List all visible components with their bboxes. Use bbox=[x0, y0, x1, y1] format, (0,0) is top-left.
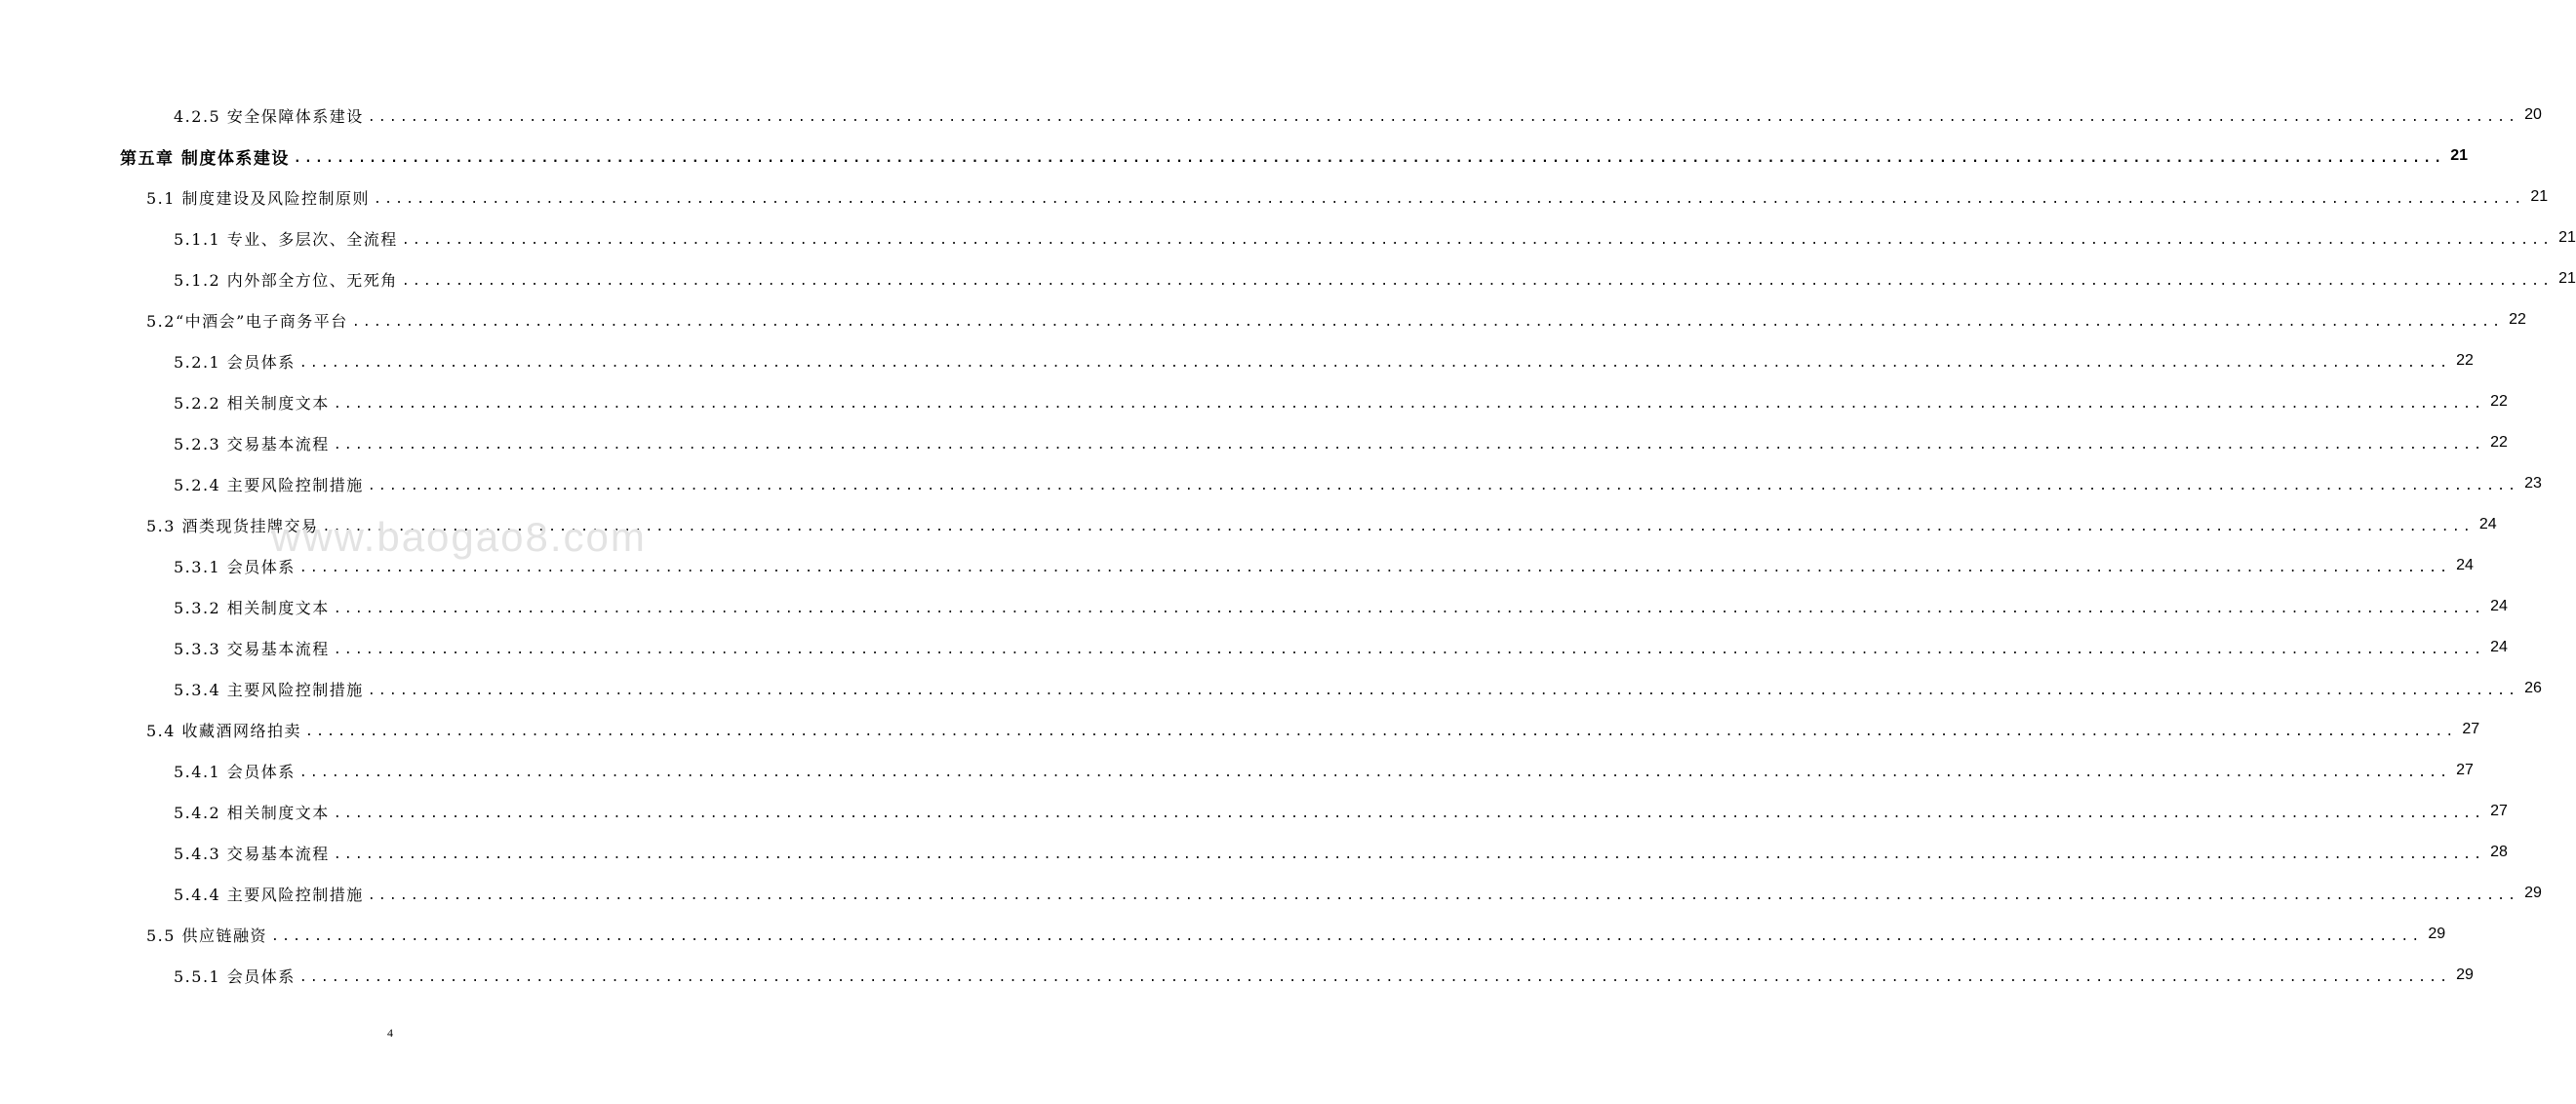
toc-entry-page: 29 bbox=[2456, 966, 2474, 983]
toc-entry[interactable] bbox=[0, 873, 2542, 914]
toc-entry-title: 5.2.4 主要风险控制措施 bbox=[174, 475, 364, 494]
toc-entry-page: 22 bbox=[2490, 393, 2508, 410]
toc-entry[interactable] bbox=[0, 95, 2542, 136]
toc-dot-leader: ........................................................................................................................................................................................................ bbox=[367, 683, 2519, 698]
toc-entry[interactable] bbox=[0, 914, 2446, 955]
toc-entry[interactable] bbox=[0, 586, 2508, 627]
toc-entry-title: 5.3.1 会员体系 bbox=[174, 557, 296, 576]
toc-entry-title: 5.4.1 会员体系 bbox=[174, 762, 296, 781]
toc-entry-title: 第五章 制度体系建设 bbox=[120, 148, 290, 169]
toc-entry[interactable] bbox=[0, 668, 2542, 709]
toc-entry-page: 27 bbox=[2456, 762, 2474, 778]
toc-entry[interactable] bbox=[0, 750, 2474, 791]
toc-entry-title: 5.2.3 交易基本流程 bbox=[174, 434, 330, 453]
toc-entry-title: 5.3.2 相关制度文本 bbox=[174, 598, 330, 617]
toc-entry[interactable] bbox=[0, 299, 2526, 340]
toc-entry-page: 20 bbox=[2524, 106, 2542, 123]
toc-dot-leader: ........................................................................................................................................................................................................ bbox=[298, 560, 2451, 575]
toc-dot-leader: ........................................................................................................................................................................................................ bbox=[401, 232, 2554, 248]
toc-entry[interactable] bbox=[0, 136, 2469, 177]
toc-entry[interactable] bbox=[0, 955, 2474, 996]
toc-dot-leader: ........................................................................................................................................................................................................ bbox=[333, 642, 2485, 657]
toc-entry-title: 4.2.5 安全保障体系建设 bbox=[174, 106, 364, 126]
toc-entry-page: 23 bbox=[2524, 475, 2542, 492]
toc-entry-page: 24 bbox=[2490, 598, 2508, 614]
toc-dot-leader: ........................................................................................................................................................................................................ bbox=[333, 437, 2485, 453]
toc-entry-page: 22 bbox=[2509, 311, 2526, 328]
toc-entry-title: 5.5 供应链融资 bbox=[146, 926, 268, 945]
toc-entry-page: 24 bbox=[2490, 639, 2508, 655]
toc-entry[interactable] bbox=[0, 340, 2474, 381]
toc-entry-title: 5.2.1 会员体系 bbox=[174, 352, 296, 372]
toc-entry-title: 5.4 收藏酒网络拍卖 bbox=[146, 721, 302, 740]
toc-entry-page: 29 bbox=[2524, 885, 2542, 901]
toc-entry[interactable] bbox=[0, 463, 2542, 504]
toc-entry-title: 5.1.2 内外部全方位、无死角 bbox=[174, 270, 398, 290]
toc-entry-page: 21 bbox=[2558, 270, 2576, 287]
toc-dot-leader: ........................................................................................................................................................................................................ bbox=[333, 396, 2485, 412]
toc-dot-leader: ........................................................................................................................................................................................................ bbox=[322, 519, 2474, 534]
toc-entry-page: 22 bbox=[2456, 352, 2474, 369]
toc-dot-leader: ........................................................................................................................................................................................................ bbox=[271, 928, 2423, 944]
toc-entry-page: 27 bbox=[2462, 721, 2480, 737]
toc-entry[interactable] bbox=[0, 258, 2576, 299]
toc-entry[interactable] bbox=[0, 381, 2508, 422]
toc-entry-page: 21 bbox=[2530, 188, 2549, 205]
toc-entry[interactable] bbox=[0, 217, 2576, 258]
toc-dot-leader: ........................................................................................................................................................................................................ bbox=[298, 355, 2451, 371]
toc-dot-leader: ........................................................................................................................................................................................................ bbox=[298, 969, 2451, 985]
toc-dot-leader: ........................................................................................................................................................................................................ bbox=[367, 887, 2519, 903]
toc-entry[interactable] bbox=[0, 791, 2508, 832]
toc-entry-title: 5.3.4 主要风险控制措施 bbox=[174, 680, 364, 699]
toc-entry-page: 24 bbox=[2478, 516, 2497, 532]
toc-entry-page: 28 bbox=[2490, 844, 2508, 860]
toc-dot-leader: ........................................................................................................................................................................................................ bbox=[293, 150, 2445, 166]
toc-entry-page: 22 bbox=[2490, 434, 2508, 451]
toc-entry-title: 5.3.3 交易基本流程 bbox=[174, 639, 330, 658]
toc-dot-leader: ........................................................................................................................................................................................................ bbox=[374, 191, 2525, 207]
toc-entry-title: 5.4.3 交易基本流程 bbox=[174, 844, 330, 863]
toc-entry-title: 5.1.1 专业、多层次、全流程 bbox=[174, 229, 398, 249]
toc-entry[interactable] bbox=[0, 709, 2480, 750]
toc-entry[interactable] bbox=[0, 422, 2508, 463]
toc-entry-title: 5.4.4 主要风险控制措施 bbox=[174, 885, 364, 904]
toc-entry[interactable] bbox=[0, 177, 2549, 217]
toc-entry[interactable] bbox=[0, 504, 2497, 545]
toc-dot-leader: ........................................................................................................................................................................................................ bbox=[333, 601, 2485, 616]
toc-dot-leader: ........................................................................................................................................................................................................ bbox=[367, 109, 2519, 125]
toc-entry-page: 29 bbox=[2428, 926, 2446, 942]
page-number: 4 bbox=[387, 1026, 393, 1040]
toc-entry-title: 5.4.2 相关制度文本 bbox=[174, 803, 330, 822]
toc-dot-leader: ........................................................................................................................................................................................................ bbox=[305, 724, 2457, 739]
toc-dot-leader: ........................................................................................................................................................................................................ bbox=[333, 847, 2485, 862]
toc-entry-page: 21 bbox=[2558, 229, 2576, 246]
toc-entry-page: 27 bbox=[2490, 803, 2508, 819]
toc-entry-page: 21 bbox=[2450, 147, 2469, 164]
toc-entry[interactable] bbox=[0, 627, 2508, 668]
watermark: www.baogao8.com bbox=[271, 514, 647, 560]
toc-entry-page: 26 bbox=[2524, 680, 2542, 696]
toc-entry-title: 5.1 制度建设及风险控制原则 bbox=[146, 188, 371, 208]
toc-entry[interactable] bbox=[0, 545, 2474, 586]
toc-dot-leader: ........................................................................................................................................................................................................ bbox=[367, 478, 2519, 493]
toc-entry-title: 5.5.1 会员体系 bbox=[174, 966, 296, 986]
toc-entry-title: 5.2.2 相关制度文本 bbox=[174, 393, 330, 413]
toc-dot-leader: ........................................................................................................................................................................................................ bbox=[298, 765, 2451, 780]
toc-dot-leader: ........................................................................................................................................................................................................ bbox=[351, 314, 2504, 330]
toc-entry-title: 5.2“中酒会”电子商务平台 bbox=[146, 311, 348, 331]
toc-entry[interactable] bbox=[0, 832, 2508, 873]
table-of-contents bbox=[0, 95, 2576, 996]
toc-dot-leader: ........................................................................................................................................................................................................ bbox=[333, 806, 2485, 821]
toc-dot-leader: ........................................................................................................................................................................................................ bbox=[401, 273, 2554, 289]
toc-entry-title: 5.3 酒类现货挂牌交易 bbox=[146, 516, 319, 535]
toc-entry-page: 24 bbox=[2456, 557, 2474, 573]
